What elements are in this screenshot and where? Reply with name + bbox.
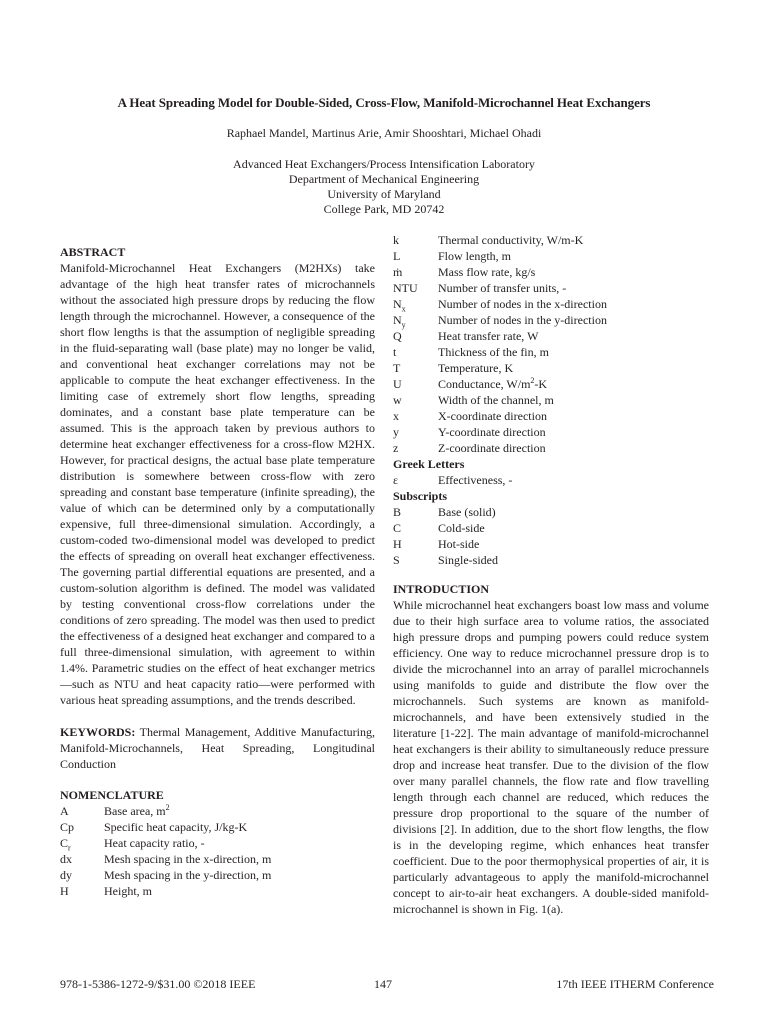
keywords-text: Thermal Management, Additive Manufacturing, Manifold-Microchannels, Heat Spreading, Longitudinal Conduction	[60, 725, 375, 771]
affiliation-line: Advanced Heat Exchangers/Process Intensification Laboratory	[233, 157, 535, 171]
nomenclature-symbol: $N_y$	[393, 313, 406, 330]
nomenclature-description: Z-coordinate direction	[438, 441, 546, 455]
nomenclature-table-left	[60, 803, 271, 899]
nomenclature-row	[60, 867, 271, 883]
nomenclature-description: Mass flow rate, kg/s	[438, 265, 536, 279]
nomenclature-description: Base area, $m^2$	[104, 803, 170, 818]
nomenclature-description: Height, m	[104, 884, 152, 898]
nomenclature-symbol: T	[393, 361, 401, 375]
nomenclature-row	[393, 472, 512, 488]
nomenclature-symbol: ṁ	[393, 265, 403, 279]
nomenclature-symbol: w	[393, 393, 402, 407]
nomenclature-symbol: U	[393, 377, 402, 391]
nomenclature-symbol: y	[393, 425, 399, 439]
nomenclature-description: Temperature, K	[438, 361, 514, 375]
nomenclature-row	[60, 835, 271, 851]
nomenclature-symbol: x	[393, 409, 399, 423]
footer-isbn: 978-1-5386-1272-9/$31.00 ©2018 IEEE	[60, 977, 256, 991]
introduction-heading: INTRODUCTION	[393, 582, 490, 596]
greek-letters-heading: Greek Letters	[393, 457, 465, 471]
nomenclature-section	[60, 788, 375, 899]
nomenclature-row	[393, 376, 607, 392]
nomenclature-description: Width of the channel, m	[438, 393, 554, 407]
nomenclature-row	[393, 408, 607, 424]
nomenclature-description: Thermal conductivity, W/m-K	[438, 233, 584, 247]
nomenclature-symbol: z	[393, 441, 399, 455]
nomenclature-description: Single-sided	[438, 553, 498, 567]
nomenclature-description: Number of nodes in the y-direction	[438, 313, 607, 327]
page-number: 147	[374, 977, 392, 991]
nomenclature-row	[393, 264, 607, 280]
nomenclature-symbol: B	[393, 505, 402, 519]
nomenclature-description: Mesh spacing in the y-direction, m	[104, 868, 272, 882]
nomenclature-symbol: H	[393, 537, 402, 551]
keywords	[60, 724, 375, 772]
nomenclature-description: Conductance, $W/m^2-K$	[438, 376, 548, 391]
affiliation-line: College Park, MD 20742	[323, 202, 445, 216]
nomenclature-description: Number of transfer units, -	[438, 281, 567, 295]
abstract-text: Manifold-Microchannel Heat Exchangers (M2HXs) take advantage of the high heat transfer rates of microchannels without the associated high pressure drops by reducing the flow length through the microchannel. However, a consequence of the short flow lengths is that the assumption of negligible spreading in the fluid-separating wall (base plate) may no longer be valid, and conventional heat exchanger correlations may not be applicable to compute the heat exchanger effectiveness. In the limiting case of extremely short flow lengths, spreading dominates, and a constant base plate temperature can be assumed. This is the approach taken by previous authors to determine heat exchanger effectiveness for a cross-flow M2HX. However, for practical designs, the actual base plate temperature distribution is somewhere between cross-flow with zero spreading and constant base temperature (infinite spreading), the value of which can be determined only by a computationally expensive, full three-dimensional simulation. Accordingly, a custom-coded two-dimensional model was developed to predict the effects of spreading on overall heat exchanger effectiveness. The governing partial differential equations are presented, and a custom-solution algorithm is defined. The model was validated by testing conventional cross-flow correlations under the conditions of zero spreading. The model was then used to predict the effectiveness of a designed heat exchanger and compared to a full three-dimensional simulation, with agreement to within 1.4%. Parametric studies on the effect of heat exchanger metrics—such as NTU and heat capacity ratio—were performed with various heat spreading assumptions, and the trends described.	[60, 261, 375, 707]
nomenclature-description: Flow length, m	[438, 249, 512, 263]
left-column	[60, 245, 375, 899]
nomenclature-symbol: ε	[393, 473, 399, 487]
nomenclature-row	[393, 536, 498, 552]
nomenclature-symbol: NTU	[393, 281, 418, 295]
nomenclature-description: Y-coordinate direction	[438, 425, 546, 439]
nomenclature-row	[393, 440, 607, 456]
paper-title: A Heat Spreading Model for Double-Sided, Cross-Flow, Manifold-Microchannel Heat Exchangers	[117, 95, 651, 110]
nomenclature-description: Number of nodes in the x-direction	[438, 297, 607, 311]
nomenclature-description: Effectiveness, -	[438, 473, 513, 487]
nomenclature-row	[393, 504, 498, 520]
nomenclature-symbol: Cp	[60, 820, 75, 834]
author-list: Raphael Mandel, Martinus Arie, Amir Shooshtari, Michael Ohadi	[226, 126, 542, 140]
nomenclature-row	[393, 232, 607, 248]
nomenclature-heading: NOMENCLATURE	[60, 788, 164, 802]
nomenclature-description: Mesh spacing in the x-direction, m	[104, 852, 272, 866]
nomenclature-symbol: $C_r$	[60, 836, 71, 853]
nomenclature-row	[393, 360, 607, 376]
nomenclature-row	[393, 424, 607, 440]
nomenclature-description: Hot-side	[438, 537, 480, 551]
introduction-section	[393, 582, 709, 917]
nomenclature-row	[393, 344, 607, 360]
nomenclature-symbol: k	[393, 233, 399, 247]
nomenclature-row	[393, 392, 607, 408]
nomenclature-description: Thickness of the fin, m	[438, 345, 549, 359]
subscripts-table	[393, 504, 498, 568]
nomenclature-symbol: Q	[393, 329, 402, 343]
nomenclature-symbol: C	[393, 521, 402, 535]
nomenclature-symbol: H	[60, 884, 69, 898]
nomenclature-row	[393, 328, 607, 344]
nomenclature-description: X-coordinate direction	[438, 409, 547, 423]
nomenclature-row	[60, 803, 271, 819]
nomenclature-description: Base (solid)	[438, 505, 496, 519]
nomenclature-description: Heat capacity ratio, -	[104, 836, 205, 850]
abstract-heading: ABSTRACT	[60, 245, 126, 259]
nomenclature-symbol: A	[60, 804, 69, 818]
affiliation-line: University of Maryland	[327, 187, 441, 201]
nomenclature-row	[60, 883, 271, 899]
affiliation-block	[60, 157, 708, 217]
nomenclature-row	[393, 248, 607, 264]
greek-letters-table	[393, 472, 512, 488]
nomenclature-table-right	[393, 232, 607, 456]
subscripts-heading: Subscripts	[393, 489, 448, 503]
nomenclature-row	[393, 520, 498, 536]
keywords-heading: KEYWORDS:	[60, 725, 136, 739]
nomenclature-symbol: S	[393, 553, 400, 567]
nomenclature-symbol: dy	[60, 868, 72, 882]
nomenclature-symbol: dx	[60, 852, 72, 866]
nomenclature-description: Cold-side	[438, 521, 485, 535]
affiliation-line: Department of Mechanical Engineering	[288, 172, 480, 186]
nomenclature-row	[60, 851, 271, 867]
right-column	[393, 232, 709, 917]
nomenclature-symbol: $N_x$	[393, 297, 406, 314]
nomenclature-row	[393, 552, 498, 568]
introduction-text: While microchannel heat exchangers boast low mass and volume due to their high surface area to volume ratios, the associated high pressure drops and pumping powers could reduce system efficiency. One way to reduce microchannel pressure drop is to divide the microchannel into an array of parallel microchannels using manifolds to guide and distribute the flow over the microchannels. Such systems are known as manifold-microchannels, and have been extensively studied in the literature [1-22]. The main advantage of manifold-microchannel heat exchangers is their ability to simultaneously reduce pressure drop and increase heat transfer. Due to the division of the flow over many parallel channels, the flow rate and flow travelling length through each channel are reduced, which reduces the pressure drop proportional to the square of the number of divisions [2]. In addition, due to the short flow lengths, the flow is in the developing regime, which enhances heat transfer coefficient. Due to the poor thermophysical properties of air, it is particularly advantageous to apply the manifold-microchannel concept to air-to-air heat exchangers. A double-sided manifold-microchannel is shown in Fig. 1(a).	[393, 598, 709, 916]
nomenclature-description: Heat transfer rate, W	[438, 329, 539, 343]
nomenclature-symbol: t	[393, 345, 397, 359]
nomenclature-row	[393, 280, 607, 296]
nomenclature-row	[393, 312, 607, 328]
nomenclature-row	[60, 819, 271, 835]
nomenclature-row	[393, 296, 607, 312]
footer-conference: 17th IEEE ITHERM Conference	[556, 977, 714, 991]
nomenclature-description: Specific heat capacity, J/kg-K	[104, 820, 248, 834]
nomenclature-symbol: L	[393, 249, 401, 263]
